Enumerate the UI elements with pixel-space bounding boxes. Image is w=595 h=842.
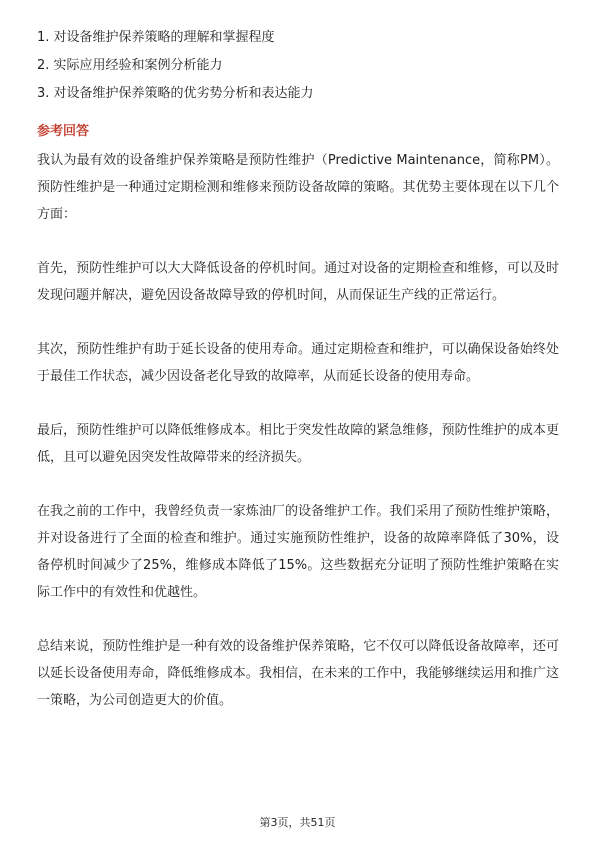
paragraph: 最后，预防性维护可以降低维修成本。相比于突发性故障的紧急维修，预防性维护的成本更低，且可以避免因突发性故障带来的经济损失。 [37,423,559,465]
criteria-item: 2. 实际应用经验和案例分析能力 [37,58,223,73]
criteria-item: 3. 对设备维护保养策略的优劣势分析和表达能力 [37,86,314,101]
paragraph: 我认为最有效的设备维护保养策略是预防性维护（Predictive Maintenance，简称PM）。预防性维护是一种通过定期检测和维修来预防设备故障的策略。其优势主要体现在以下几个方面： [37,153,559,222]
answer-heading: 参考回答 [37,124,90,139]
evaluation-criteria-list [37,28,557,112]
criteria-item: 1. 对设备维护保养策略的理解和掌握程度 [37,30,275,45]
page-number: 第3页，共51页 [259,816,336,829]
paragraph: 首先，预防性维护可以大大降低设备的停机时间。通过对设备的定期检查和维修，可以及时发现问题并解决，避免因设备故障导致的停机时间，从而保证生产线的正常运行。 [37,261,559,303]
paragraph: 在我之前的工作中，我曾经负责一家炼油厂的设备维护工作。我们采用了预防性维护策略，并对设备进行了全面的检查和维护。通过实施预防性维护，设备的故障率降低了30%，设备停机时间减少了25%，维修成本降低了15%。这些数据充分证明了预防性维护策略在实际工作中的有效性和优越性。 [37,504,559,600]
answer-body [37,147,559,741]
paragraph: 总结来说，预防性维护是一种有效的设备维护保养策略，它不仅可以降低设备故障率，还可以延长设备使用寿命，降低维修成本。我相信，在未来的工作中，我能够继续运用和推广这一策略，为公司创造更大的价值。 [37,639,559,708]
paragraph: 其次，预防性维护有助于延长设备的使用寿命。通过定期检查和维护，可以确保设备始终处于最佳工作状态，减少因设备老化导致的故障率，从而延长设备的使用寿命。 [37,342,559,384]
